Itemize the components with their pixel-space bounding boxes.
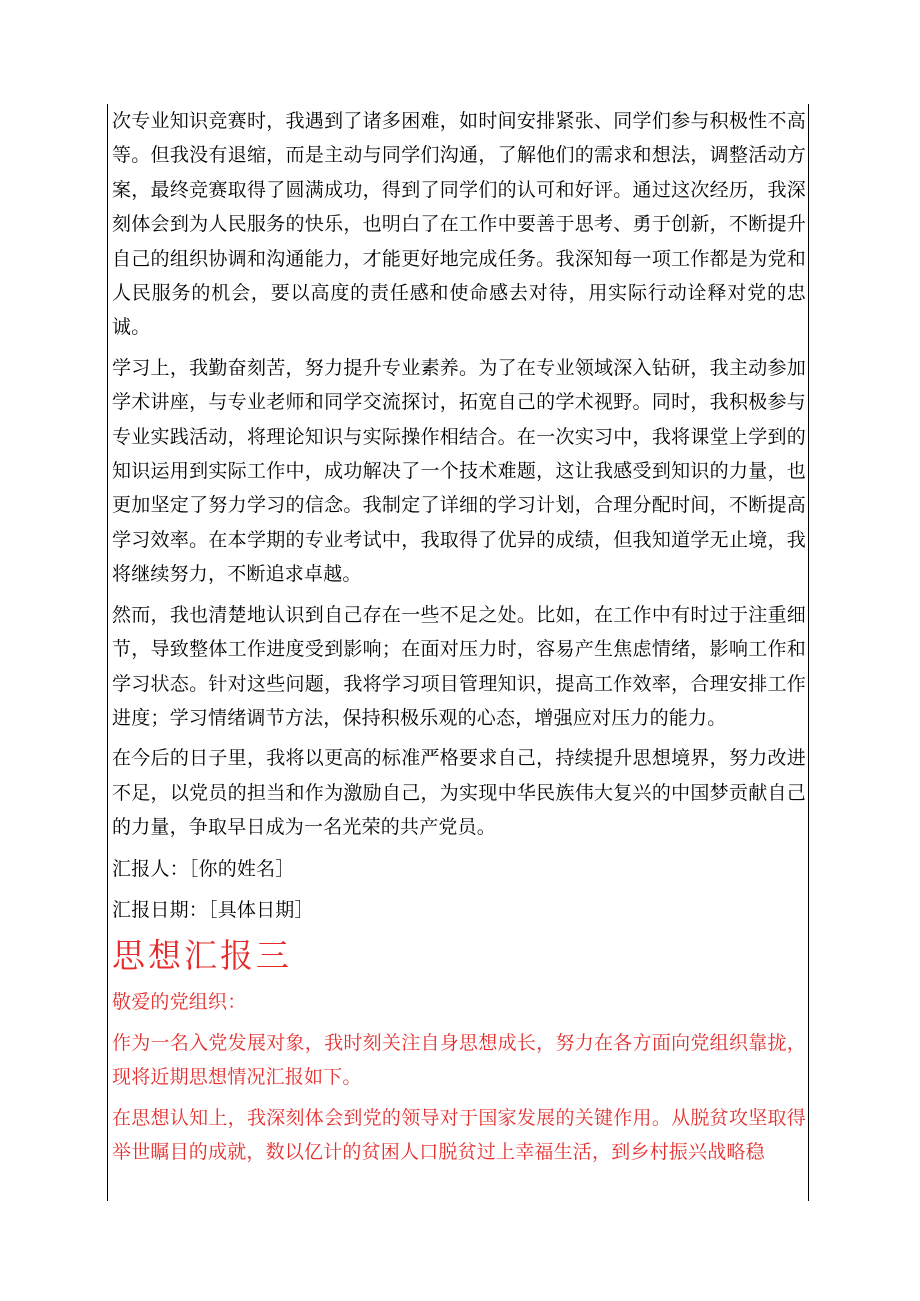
document-body (112, 104, 806, 1169)
reporter-line: 汇报人：［你的姓名］ (112, 857, 295, 880)
section-title: 思想汇报三 (112, 936, 292, 976)
salutation: 敬爱的党组织： (112, 991, 247, 1014)
paragraph-ideological-cognition: 在思想认知上，我深刻体会到党的领导对于国家发展的关键作用。从脱贫攻坚取得举世瞩目的成就，数以亿计的贫困人口脱贫过上幸福生活，到乡村振兴战略稳 (112, 1106, 806, 1163)
report-date-line: 汇报日期：［具体日期］ (112, 898, 314, 921)
paragraph-study: 学习上，我勤奋刻苦，努力提升专业素养。为了在专业领域深入钻研，我主动参加学术讲座，与专业老师和同学交流探讨，拓宽自己的学术视野。同时，我积极参与专业实践活动，将理论知识与实际操作相结合。在一次实习中，我将课堂上学到的知识运用到实际工作中，成功解决了一个技术难题，这让我感受到知识的力量，也更加坚定了努力学习的信念。我制定了详细的学习计划，合理分配时间，不断提高学习效率。在本学期的专业考试中，我取得了优异的成绩，但我知道学无止境，我将继续努力，不断追求卓越。 (112, 356, 806, 586)
paragraph-work-experience: 次专业知识竞赛时，我遇到了诸多困难，如时间安排紧张、同学们参与积极性不高等。但我没有退缩，而是主动与同学们沟通，了解他们的需求和想法，调整活动方案，最终竞赛取得了圆满成功，得到了同学们的认可和好评。通过这次经历，我深刻体会到为人民服务的快乐，也明白了在工作中要善于思考、勇于创新，不断提升自己的组织协调和沟通能力，才能更好地完成任务。我深知每一项工作都是为党和人民服务的机会，要以高度的责任感和使命感去对待，用实际行动诠释对党的忠诚。 (112, 110, 806, 339)
paragraph-shortcomings: 然而，我也清楚地认识到自己存在一些不足之处。比如，在工作中有时过于注重细节，导致整体工作进度受到影响；在面对压力时，容易产生焦虑情绪，影响工作和学习状态。针对这些问题，我将学习项目管理知识，提高工作效率，合理安排工作进度；学习情绪调节方法，保持积极乐观的心态，增强应对压力的能力。 (112, 603, 806, 729)
paragraph-future-plans: 在今后的日子里，我将以更高的标准严格要求自己，持续提升思想境界，努力改进不足，以党员的担当和作为激励自己，为实现中华民族伟大复兴的中国梦贡献自己的力量，争取早日成为一名光荣的共产党员。 (112, 747, 806, 839)
paragraph-intro: 作为一名入党发展对象，我时刻关注自身思想成长，努力在各方面向党组织靠拢，现将近期思想情况汇报如下。 (112, 1031, 806, 1089)
